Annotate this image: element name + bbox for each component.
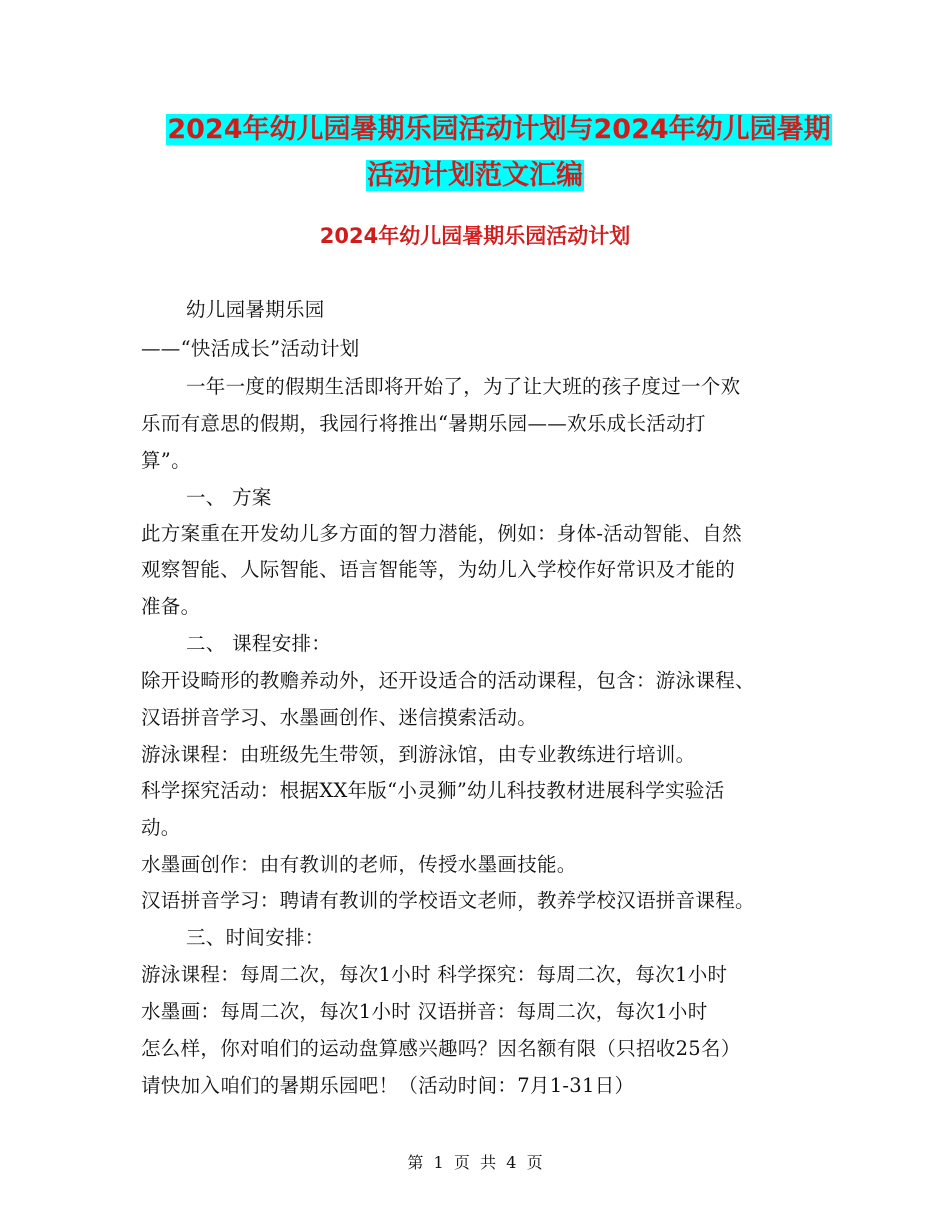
body-line: 科学探究活动：根据XX年版“小灵狮”幼儿科技教材进展科学实验活 xyxy=(141,779,725,802)
page-footer: 第 1 页 共 4 页 xyxy=(407,1153,543,1172)
document-title-line-1 xyxy=(24,112,950,148)
body-line: 观察智能、人际智能、语言智能等，为幼儿入学校作好常识及才能的 xyxy=(141,558,736,581)
body-line: 一、 方案 xyxy=(186,486,272,509)
body-line: 汉语拼音学习、水墨画创作、迷信摸索活动。 xyxy=(141,706,538,729)
body-line: 动。 xyxy=(141,816,181,839)
body-line: 幼儿园暑期乐园 xyxy=(186,298,325,321)
title-highlight: 2024年幼儿园暑期乐园活动计划与2024年幼儿园暑期 xyxy=(167,114,831,145)
body-line: 一年一度的假期生活即将开始了，为了让大班的孩子度过一个欢 xyxy=(186,375,741,398)
body-line: 准备。 xyxy=(141,595,201,618)
section-title: 2024年幼儿园暑期乐园活动计划 xyxy=(319,224,631,248)
body-line: 此方案重在开发幼儿多方面的智力潜能，例如：身体-活动智能、自然 xyxy=(141,522,742,545)
body-line: ——“快活成长”活动计划 xyxy=(141,337,360,360)
document-title-line-2 xyxy=(0,158,950,194)
body-line: 水墨画：每周二次，每次1小时 汉语拼音：每周二次，每次1小时 xyxy=(141,1000,708,1023)
body-line: 算”。 xyxy=(141,449,191,472)
body-line: 水墨画创作：由有教训的老师，传授水墨画技能。 xyxy=(141,853,577,876)
body-line: 三、时间安排： xyxy=(186,926,325,949)
title-highlight: 活动计划范文汇编 xyxy=(367,160,583,191)
body-line: 怎么样，你对咱们的运动盘算感兴趣吗？因名额有限（只招收25名） xyxy=(141,1037,741,1060)
body-line: 除开设畸形的教赡养动外，还开设适合的活动课程，包含：游泳课程、 xyxy=(141,669,755,692)
body-line: 游泳课程：由班级先生带领，到游泳馆，由专业教练进行培训。 xyxy=(141,743,696,766)
body-line: 乐而有意思的假期，我园行将推出“暑期乐园——欢乐成长活动打 xyxy=(141,412,706,435)
body-line: 游泳课程：每周二次，每次1小时 科学探究：每周二次，每次1小时 xyxy=(141,963,728,986)
body-line: 汉语拼音学习：聘请有教训的学校语文老师，教养学校汉语拼音课程。 xyxy=(141,889,755,912)
body-line: 二、 课程安排： xyxy=(186,632,332,655)
body-line: 请快加入咱们的暑期乐园吧！（活动时间：7月1-31日） xyxy=(141,1074,635,1097)
